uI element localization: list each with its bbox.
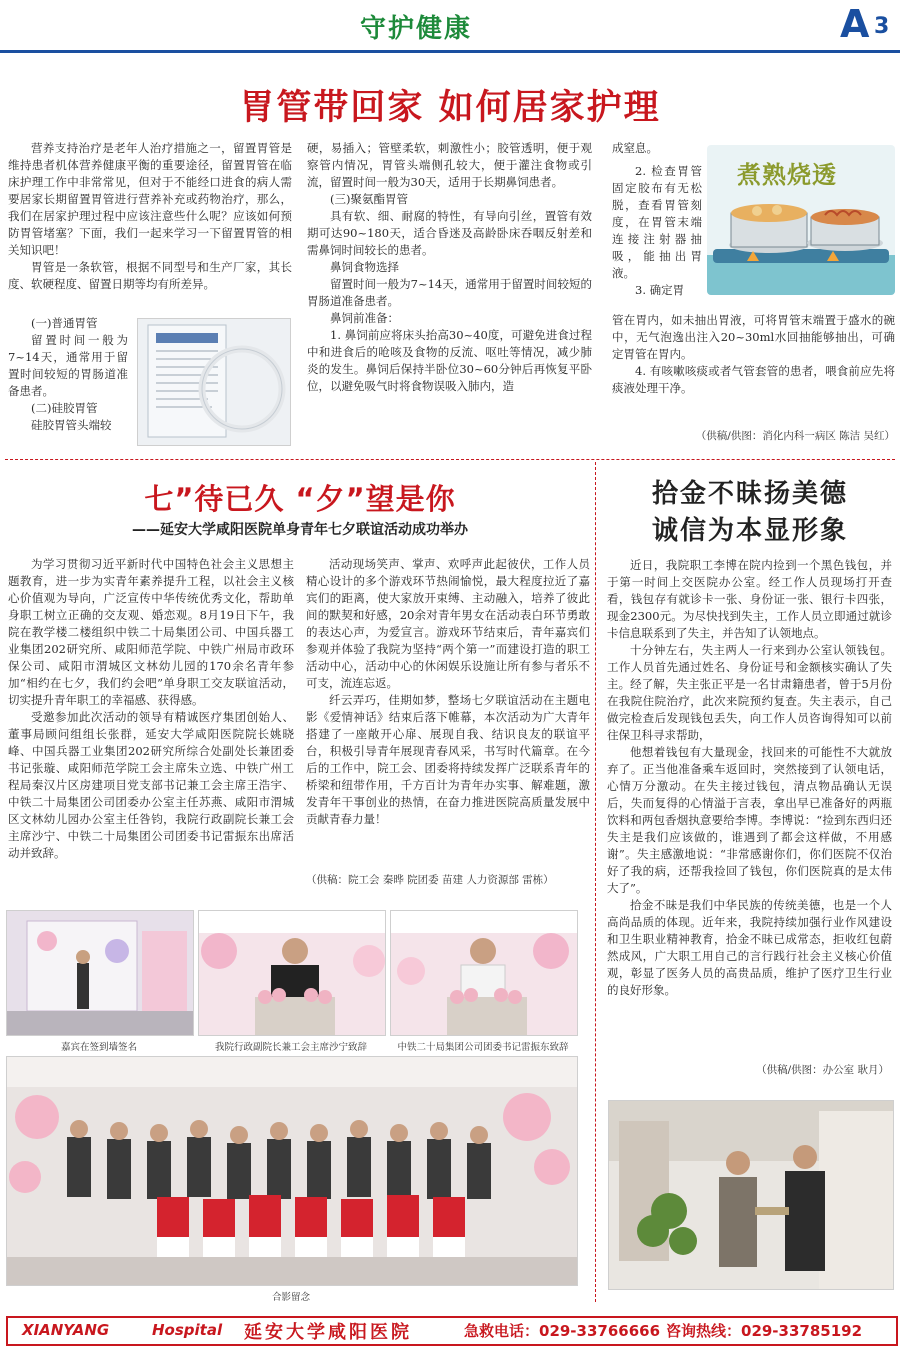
column-divider: [595, 462, 596, 1302]
page-letter: A: [840, 2, 870, 46]
paragraph: 4. 有咳嗽咳痰或者气管套管的患者，喂食前应先将痰液处理干净。: [612, 364, 895, 395]
paragraph: 硅胶胃管头端较: [31, 418, 112, 432]
paragraph: 2. 检查胃管固定胶布有无松脱，查看胃管刻度，在胃管末端连接注射器抽吸，能抽出胃液。: [612, 164, 702, 280]
article3-body: [607, 557, 892, 999]
paragraph: 十分钟左右，失主两人一行来到办公室认领钱包。工作人员首先通过姓名、身份证号和金额核实确认了失主。经了解，失主张正平是一名甘肃籍患者，曾于5月份在我院住院治疗，此次来院预约复查。失主表示，自己做完检查后发现钱包丢失，向工作人员咨询得知可以前往保卫科寻求帮助，: [607, 643, 892, 742]
photo-youth-league-speech: [390, 910, 578, 1036]
paragraph: (一)普通胃管: [31, 316, 98, 330]
caption-signing: 嘉宾在签到墙签名: [60, 1042, 137, 1053]
paragraph: 鼻饲前准备：: [330, 311, 399, 325]
paragraph: 纤云弄巧，佳期如梦，整场七夕联谊活动在主题电影《爱情神话》结束后落下帷幕，本次活动为广大青年搭建了一座敞开心扉、展现自我、结识良友的联谊平台，积极引导青年展现青春风采，书写时代篇章。在今后的工作中，院工会、团委将持续发挥广泛联系青年的桥梁和纽带作用，千方百计为青年办实事、解难题，激发青年干事创业的热情，在奋力推进医院高质量发展中贡献青春力量！: [306, 693, 590, 826]
footer-xianyang: XIANYANG: [22, 1321, 110, 1339]
footer-hotline: 咨询热线：029-33785192: [666, 1322, 863, 1340]
footer-hospital-name: 延安大学咸阳医院: [244, 1322, 412, 1343]
article1-col3-bottom: [612, 312, 895, 397]
article1-title: 胃管带回家 如何居家护理: [239, 88, 661, 128]
illustration-text: 煮熟烧透: [737, 161, 837, 189]
caption-group-photo: 合影留念: [271, 1292, 310, 1303]
paragraph: 胃管是一条软管，根据不同型号和生产厂家，其长度、软硬程度、留置日期等均有所差异。: [8, 260, 292, 291]
paragraph: 管在胃内，如未抽出胃液，可将胃管末端置于盛水的碗中，无气泡逸出注入20~30ml水回抽能够抽出，可确定胃管在胃内。: [612, 313, 895, 361]
paragraph: 近日，我院职工李博在院内捡到一个黑色钱包，并于第一时间上交医院办公室。经工作人员现场打开查看，钱包存有就诊卡一张、身份证一张、银行卡四张，现金2300元。为尽快找到失主，工作人员立即通过就诊卡信息联系到了失主，并告知了认领地点。: [607, 558, 892, 640]
photo-wallet-return: [608, 1100, 894, 1290]
article2-credit: （供稿：院工会 秦晔 院团委 苗建 人力资源部 雷栋）: [306, 874, 554, 886]
paragraph: (三)聚氨酯胃管: [330, 192, 408, 206]
paragraph: 留置时间一般为7~14天，通常用于留置时间较短的胃肠道准备患者。: [8, 333, 128, 398]
article3-title-line1: 拾金不昧扬美德: [651, 479, 848, 509]
photo-signing-wall: [6, 910, 194, 1036]
paragraph: 硬，易插入；管壁柔软，刺激性小；胶管透明，便于观察管内情况，胃管头端侧孔较大，便于灌注食物或引流，留置时间一般为30天，适用于长期鼻饲患者。: [307, 141, 592, 189]
gastric-tube-package-image: [137, 318, 291, 446]
footer-hospital: Hospital: [152, 1321, 223, 1339]
paragraph: 鼻饲食物选择: [330, 260, 399, 274]
photo-vice-president-speech: [198, 910, 386, 1036]
article1-col1: [8, 140, 292, 293]
paragraph: 活动现场笑声、掌声、欢呼声此起彼伏，工作人员精心设计的多个游戏环节热闹愉悦，最大程度拉近了嘉宾们的距离，使大家放开束缚、主动融入，培养了彼此间的默契和好感，20余对青年男女在活动表白环节勇敢的表达心声，为爱宣言。游戏环节结束后，青年嘉宾们参观并体验了我院为坚持“两个第一”而建设打造的职工活动中心，活动中心的休闲娱乐设施让所有参与者乐不可支，流连忘返。: [306, 557, 590, 690]
cooking-illustration: [707, 145, 895, 295]
paragraph: 他想着钱包有大量现金，找回来的可能性不大就放弃了。正当他准备乘车返回时，突然接到了认领电话，心情万分激动。在失主接过钱包，清点物品确认无误后，失而复得的心情溢于言表，拿出早已准备好的两瓶饮料和两包香烟执意要给李博。李博说：“捡到东西归还失主是我们应该做的，谁遇到了都会这样做，不用感谢”。失主感激地说：“非常感谢你们，你们医院不仅治好了我的病，还帮我捡回了钱包，你们医院真的是太伟大了”。: [607, 745, 892, 895]
caption-vice-president: 我院行政副院长兼工会主席沙宁致辞: [214, 1042, 367, 1053]
section-divider: [5, 459, 895, 460]
paragraph: 1. 鼻饲前应将床头抬高30~40度，可避免进食过程中和进食后的呛咳及食物的反流、呕吐等情况，减少肺炎的发生。鼻饲后保持半卧位30~60分钟后再恢复平卧位，以避免吸气时将食物误吸入肺内，造: [307, 328, 592, 393]
paragraph: (二)硅胶胃管: [31, 401, 98, 415]
article2-col2: [306, 556, 590, 828]
article1-col2: [307, 140, 592, 395]
paragraph: 具有软、细、耐腐的特性，有导向引丝，置管有效期可达90~180天，适合昏迷及高龄卧床吞咽反射差和需鼻饲时间较长的患者。: [307, 209, 592, 257]
page-number: 3: [874, 14, 890, 39]
paragraph: 为学习贯彻习近平新时代中国特色社会主义思想主题教育，进一步为实青年素养提升工程，以社会主义核心价值观为导向，广泛宣传中华传统优秀文化，帮助单身职工树立正确的交友观、婚恋观。8月19日下午，我院在教学楼二楼组织中铁二十局集团公司、中国兵器工业集团202研究所、咸阳师范学院、中铁广州局市政环保公司、咸阳市渭城区文林幼儿园的170余名青年参加“相约在七夕，我们约会吧”单身职工交友联谊活动，切实提升青年职工的幸福感、获得感。: [8, 557, 294, 707]
group-photo: [6, 1056, 578, 1286]
header-rule: [0, 50, 900, 53]
paragraph: 拾金不昧是我们中华民族的传统美德，也是一个人高尚品质的体现。近年来，我院持续加强行业作风建设和卫生职业精神教育，拾金不昧已成常态，拒收红包蔚然成风，广大职工用自己的言行践行社会主义核心价值观，彰显了医务人员的高贵品质，维护了医疗卫生行业的良好形象。: [607, 898, 892, 997]
article3-credit: （供稿/供图：办公室 耿月）: [756, 1064, 889, 1076]
caption-youth-league: 中铁二十局集团公司团委书记雷振东致辞: [397, 1042, 569, 1053]
article2-subtitle: ——延安大学咸阳医院单身青年七夕联谊活动成功举办: [132, 522, 468, 538]
paragraph: 营养支持治疗是老年人治疗措施之一，留置胃管是维持患者机体营养健康平衡的重要途径，留置胃管在临床护理工作中非常常见，但对于不能经口进食的病人需要居家长期留置胃管进行营养补充或药物治疗，那么，我们在居家护理过程中应该注意些什么呢？应该如何预防胃管堵塞？下面，我们一起来学习一下留置胃管的相关知识吧！: [8, 141, 292, 257]
article3-title-line2: 诚信为本显形象: [651, 516, 848, 546]
paragraph: 受邀参加此次活动的领导有精诚医疗集团创始人、董事局顾问组组长张群，延安大学咸阳医院院长姚晓峰、中国兵器工业集团202研究所综合处副处长兼团委书记张璇、咸阳师范学院工会主席朱立选、中铁广州工程局秦汉片区房建项目党支部书记兼工会主席王浩宇、中铁二十局集团公司团委办公室主任苏燕、咸阳市渭城区文林幼儿园办公室主任咎钧，我院行政副院长兼工会主席沙宁、中铁二十局集团公司团委书记雷振东出席活动并致辞。: [8, 710, 294, 860]
section-title: 守护健康: [360, 14, 473, 44]
article1-col1-lower: [8, 315, 128, 434]
article2-title: 七”待已久 “夕”望是你: [144, 482, 456, 516]
article2-col1: [8, 556, 294, 862]
paragraph: 留置时间一般为7~14天，通常用于留置时间较短的胃肠道准备患者。: [307, 277, 592, 308]
paragraph: 成窒息。: [612, 141, 658, 155]
article1-credit: （供稿/供图：消化内科一病区 陈洁 吴红）: [695, 430, 895, 442]
article1-col3-top: [612, 140, 702, 299]
footer-emergency: 急救电话：029-33766666: [464, 1322, 661, 1340]
paragraph: 3. 确定胃: [635, 283, 685, 297]
